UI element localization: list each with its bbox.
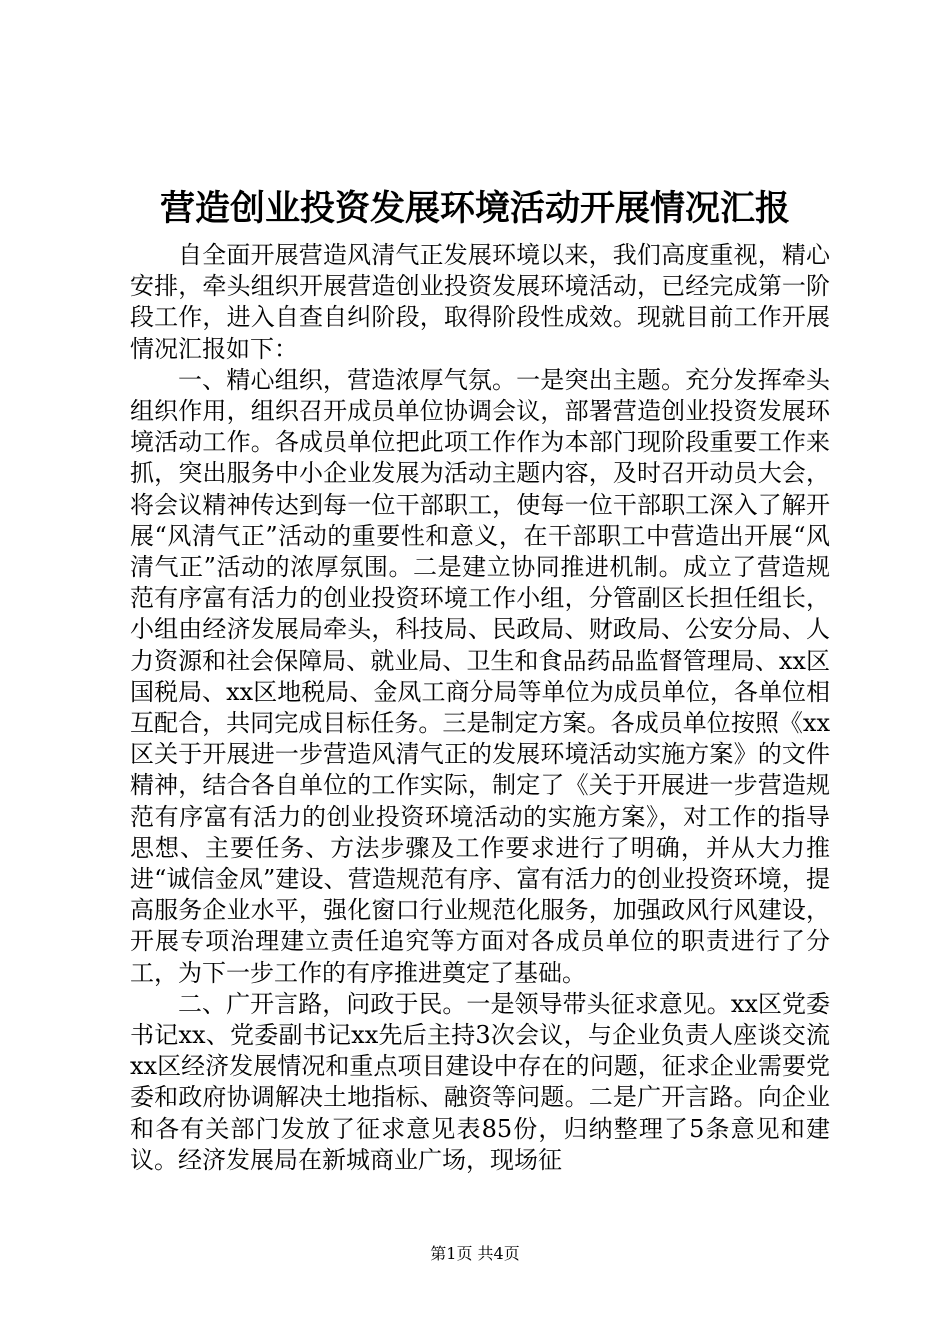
paragraph-section-two: 二、广开言路，问政于民。一是领导带头征求意见。xx区党委书记xx、党委副书记xx先后主持3次会议，与企业负责人座谈交流xx区经济发展情况和重点项目建设中存在的问题，征求企业需要党委和政府协调解决土地指标、融资等问题。二是广开言路。向企业和各有关部门发放了征求意见表85份，归纳整理了5条意见和建议。经济发展局在新城商业广场，现场征 — [130, 989, 830, 1174]
paragraph-intro: 自全面开展营造风清气正发展环境以来，我们高度重视，精心安排，牵头组织开展营造创业投资发展环境活动，已经完成第一阶段工作，进入自查自纠阶段，取得阶段性成效。现就目前工作开展情况汇报如下： — [130, 241, 830, 363]
paragraph-section-one: 一、精心组织，营造浓厚气氛。一是突出主题。充分发挥牵头组织作用，组织召开成员单位协调会议，部署营造创业投资发展环境活动工作。各成员单位把此项工作作为本部门现阶段重要工作来抓，突出服务中小企业发展为活动主题内容，及时召开动员大会，将会议精神传达到每一位干部职工，使每一位干部职工深入了解开展“风清气正”活动的重要性和意义，在干部职工中营造出开展“风清气正”活动的浓厚氛围。二是建立协同推进机制。成立了营造规范有序富有活力的创业投资环境工作小组，分管副区长担任组长，小组由经济发展局牵头，科技局、民政局、财政局、公安分局、人力资源和社会保障局、就业局、卫生和食品药品监督管理局、xx区国税局、xx区地税局、金凤工商分局等单位为成员单位，各单位相互配合，共同完成目标任务。三是制定方案。各成员单位按照《xx区关于开展进一步营造风清气正的发展环境活动实施方案》的文件精神，结合各自单位的工作实际，制定了《关于开展进一步营造规范有序富有活力的创业投资环境活动的实施方案》，对工作的指导思想、主要任务、方法步骤及工作要求进行了明确，并从大力推进“诚信金凤”建设、营造规范有序、富有活力的创业投资环境，提高服务企业水平，强化窗口行业规范化服务，加强政风行风建设，开展专项治理建立责任追究等方面对各成员单位的职责进行了分工，为下一步工作的有序推进奠定了基础。 — [130, 365, 830, 987]
page-number-footer: 第1页 共4页 — [430, 1244, 520, 1263]
document-title: 营造创业投资发展环境活动开展情况汇报 — [159, 188, 790, 229]
document-body — [130, 240, 830, 1176]
